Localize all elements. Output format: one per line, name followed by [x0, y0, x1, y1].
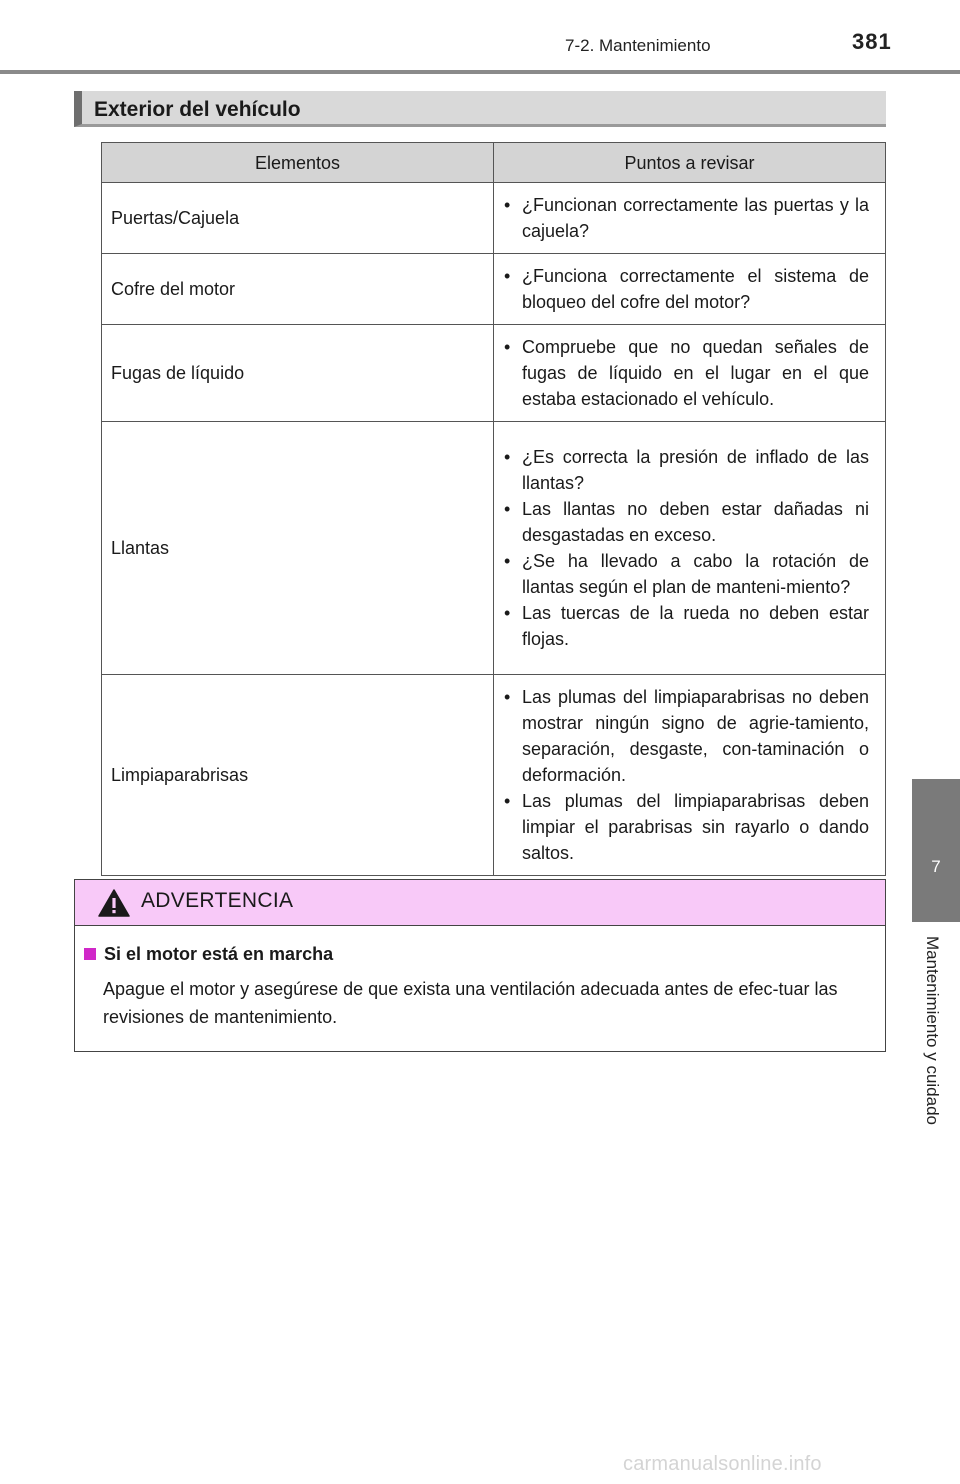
check-point: • ¿Funcionan correctamente las puertas y la cajuela?: [504, 192, 869, 244]
watermark: carmanualsonline.info: [623, 1453, 822, 1475]
row-item-wipers: Limpiaparabrisas: [102, 675, 494, 876]
table-row: [102, 422, 886, 675]
row-points-doors: [494, 183, 886, 254]
square-bullet-icon: [84, 948, 96, 960]
row-item-fluid-leaks: Fugas de líquido: [102, 325, 494, 422]
table-row: [102, 325, 886, 422]
chapter-tab: [912, 779, 960, 922]
header-divider: [0, 70, 960, 74]
column-header-items: Elementos: [102, 143, 494, 183]
table-row: [102, 254, 886, 325]
check-point: • Las plumas del limpiaparabrisas deben limpiar el parabrisas sin rayarlo o dando saltos.: [504, 788, 869, 866]
inspection-table: [101, 142, 886, 876]
warning-header: [75, 880, 885, 926]
table-row: [102, 183, 886, 254]
check-point: • Las llantas no deben estar dañadas ni desgastadas en exceso.: [504, 496, 869, 548]
row-points-fluid-leaks: [494, 325, 886, 422]
chapter-number: 7: [931, 857, 941, 876]
section-heading: [74, 91, 886, 127]
row-points-tires: [494, 422, 886, 675]
column-header-points: Puntos a revisar: [494, 143, 886, 183]
check-point: • ¿Funciona correctamente el sistema de bloqueo del cofre del motor?: [504, 263, 869, 315]
warning-subheading: [84, 944, 333, 965]
section-heading-text: Exterior del vehículo: [94, 98, 301, 121]
row-item-hood: Cofre del motor: [102, 254, 494, 325]
check-point: • Las plumas del limpiaparabrisas no deben mostrar ningún signo de agrie-tamiento, separación, desgaste, con-taminación o deformación.: [504, 684, 869, 788]
warning-body: Apague el motor y asegúrese de que exista una ventilación adecuada antes de efec-tuar las revisiones de mantenimiento.: [103, 979, 838, 1027]
check-point: • Compruebe que no quedan señales de fugas de líquido en el lugar en el que estaba estacionado el vehículo.: [504, 334, 869, 412]
row-points-wipers: [494, 675, 886, 876]
chapter-title-text: Mantenimiento y cuidado: [923, 936, 942, 1126]
page-number: 381: [852, 29, 892, 54]
warning-triangle-icon: [98, 889, 130, 917]
table-row: [102, 675, 886, 876]
warning-subheading-text: Si el motor está en marcha: [104, 944, 334, 964]
check-point: • ¿Es correcta la presión de inflado de las llantas?: [504, 444, 869, 496]
table-header-row: [102, 143, 886, 183]
check-point: • Las tuercas de la rueda no deben estar flojas.: [504, 600, 869, 652]
check-point: • ¿Se ha llevado a cabo la rotación de llantas según el plan de manteni-miento?: [504, 548, 869, 600]
row-item-tires: Llantas: [102, 422, 494, 675]
row-points-hood: [494, 254, 886, 325]
warning-title: ADVERTENCIA: [141, 889, 294, 912]
warning-box: [74, 879, 886, 1052]
running-header-section: 7-2. Mantenimiento: [565, 36, 711, 55]
row-item-doors: Puertas/Cajuela: [102, 183, 494, 254]
chapter-title-vertical: [922, 936, 952, 1156]
